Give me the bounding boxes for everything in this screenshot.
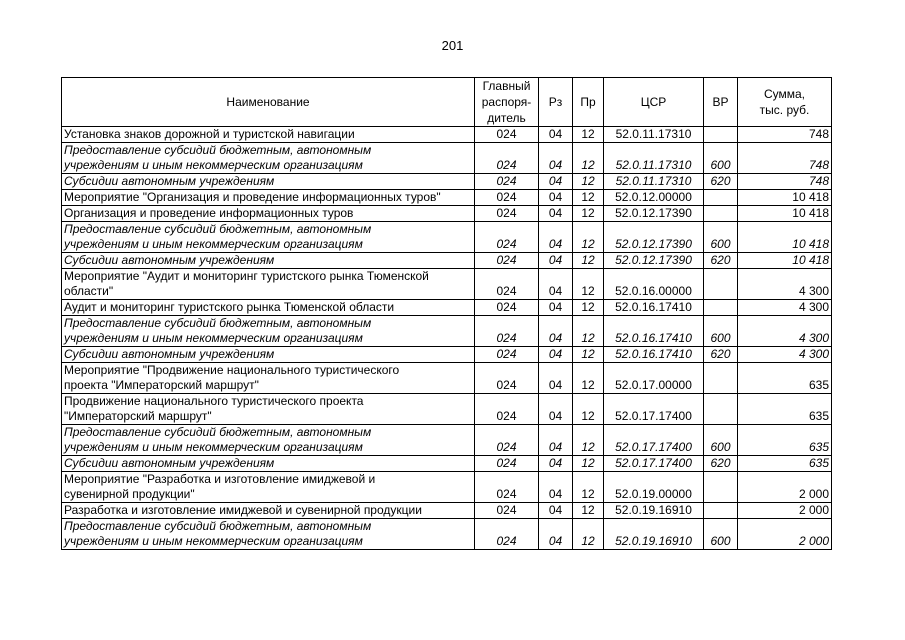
cell-rz: 04: [539, 174, 573, 190]
cell-rz: 04: [539, 456, 573, 472]
cell-vr: [704, 190, 738, 206]
cell-pr: 12: [573, 222, 604, 253]
cell-sum: 4 300: [738, 347, 832, 363]
table-row: [62, 503, 832, 519]
cell-chief: 024: [475, 394, 539, 425]
cell-pr: 12: [573, 456, 604, 472]
cell-sum: 10 418: [738, 253, 832, 269]
cell-sum: 635: [738, 456, 832, 472]
cell-sum: 4 300: [738, 269, 832, 300]
cell-csr: 52.0.16.17410: [604, 316, 704, 347]
cell-chief: 024: [475, 300, 539, 316]
cell-sum: 4 300: [738, 316, 832, 347]
table-row: [62, 222, 832, 253]
cell-name: Разработка и изготовление имиджевой и сувенирной продукции: [62, 503, 475, 519]
cell-sum: 4 300: [738, 300, 832, 316]
cell-sum: 2 000: [738, 503, 832, 519]
cell-chief: 024: [475, 456, 539, 472]
header-row: [62, 78, 832, 127]
cell-vr: [704, 300, 738, 316]
cell-name: Мероприятие "Аудит и мониторинг туристского рынка Тюменской области": [62, 269, 475, 300]
cell-sum: 748: [738, 127, 832, 143]
cell-chief: 024: [475, 269, 539, 300]
cell-sum: 748: [738, 143, 832, 174]
cell-chief: 024: [475, 503, 539, 519]
cell-vr: [704, 363, 738, 394]
cell-vr: [704, 472, 738, 503]
header-rz: Рз: [539, 78, 573, 127]
cell-name: Предоставление субсидий бюджетным, автономным учреждениям и иным некоммерческим организациям: [62, 222, 475, 253]
cell-rz: 04: [539, 253, 573, 269]
table-row: [62, 206, 832, 222]
cell-name: Субсидии автономным учреждениям: [62, 456, 475, 472]
cell-name: Организация и проведение информационных туров: [62, 206, 475, 222]
cell-rz: 04: [539, 347, 573, 363]
cell-rz: 04: [539, 269, 573, 300]
cell-rz: 04: [539, 363, 573, 394]
cell-chief: 024: [475, 143, 539, 174]
cell-csr: 52.0.16.17410: [604, 300, 704, 316]
cell-rz: 04: [539, 127, 573, 143]
cell-name: Мероприятие "Организация и проведение информационных туров": [62, 190, 475, 206]
cell-pr: 12: [573, 394, 604, 425]
cell-name: Аудит и мониторинг туристского рынка Тюменской области: [62, 300, 475, 316]
cell-sum: 2 000: [738, 472, 832, 503]
cell-vr: [704, 206, 738, 222]
header-name: Наименование: [62, 78, 475, 127]
table-row: [62, 143, 832, 174]
cell-vr: 600: [704, 143, 738, 174]
cell-vr: 600: [704, 519, 738, 550]
cell-pr: 12: [573, 316, 604, 347]
cell-pr: 12: [573, 143, 604, 174]
cell-csr: 52.0.17.00000: [604, 363, 704, 394]
cell-chief: 024: [475, 253, 539, 269]
cell-pr: 12: [573, 127, 604, 143]
cell-pr: 12: [573, 519, 604, 550]
header-pr: Пр: [573, 78, 604, 127]
table-row: [62, 316, 832, 347]
cell-chief: 024: [475, 347, 539, 363]
page-number: 201: [441, 38, 464, 53]
cell-rz: 04: [539, 222, 573, 253]
cell-sum: 635: [738, 394, 832, 425]
table-row: [62, 394, 832, 425]
cell-pr: 12: [573, 190, 604, 206]
cell-csr: 52.0.12.17390: [604, 222, 704, 253]
cell-csr: 52.0.12.17390: [604, 253, 704, 269]
table-row: [62, 425, 832, 456]
cell-vr: 620: [704, 174, 738, 190]
cell-rz: 04: [539, 503, 573, 519]
table-row: [62, 300, 832, 316]
cell-chief: 024: [475, 363, 539, 394]
cell-rz: 04: [539, 206, 573, 222]
cell-vr: 600: [704, 316, 738, 347]
cell-pr: 12: [573, 425, 604, 456]
cell-vr: [704, 394, 738, 425]
cell-rz: 04: [539, 519, 573, 550]
cell-csr: 52.0.19.16910: [604, 519, 704, 550]
cell-chief: 024: [475, 174, 539, 190]
cell-rz: 04: [539, 190, 573, 206]
cell-chief: 024: [475, 316, 539, 347]
table-row: [62, 269, 832, 300]
budget-table: [61, 77, 832, 550]
header-csr: ЦСР: [604, 78, 704, 127]
cell-pr: 12: [573, 253, 604, 269]
cell-name: Мероприятие "Разработка и изготовление имиджевой и сувенирной продукции": [62, 472, 475, 503]
cell-vr: [704, 269, 738, 300]
cell-sum: 635: [738, 363, 832, 394]
cell-name: Субсидии автономным учреждениям: [62, 253, 475, 269]
cell-rz: 04: [539, 425, 573, 456]
cell-sum: 635: [738, 425, 832, 456]
table-row: [62, 190, 832, 206]
cell-name: Установка знаков дорожной и туристской навигации: [62, 127, 475, 143]
cell-rz: 04: [539, 316, 573, 347]
cell-vr: 620: [704, 456, 738, 472]
cell-vr: [704, 503, 738, 519]
table-row: [62, 456, 832, 472]
cell-csr: 52.0.11.17310: [604, 174, 704, 190]
cell-sum: 748: [738, 174, 832, 190]
cell-sum: 10 418: [738, 222, 832, 253]
cell-csr: 52.0.19.00000: [604, 472, 704, 503]
cell-vr: 620: [704, 347, 738, 363]
cell-csr: 52.0.19.16910: [604, 503, 704, 519]
cell-vr: 600: [704, 425, 738, 456]
header-vr: ВР: [704, 78, 738, 127]
table-row: [62, 127, 832, 143]
cell-csr: 52.0.16.00000: [604, 269, 704, 300]
cell-name: Продвижение национального туристического проекта "Императорский маршрут": [62, 394, 475, 425]
cell-pr: 12: [573, 300, 604, 316]
cell-name: Предоставление субсидий бюджетным, автономным учреждениям и иным некоммерческим организациям: [62, 519, 475, 550]
cell-pr: 12: [573, 269, 604, 300]
cell-sum: 10 418: [738, 206, 832, 222]
cell-chief: 024: [475, 425, 539, 456]
cell-csr: 52.0.17.17400: [604, 456, 704, 472]
cell-csr: 52.0.12.17390: [604, 206, 704, 222]
cell-rz: 04: [539, 300, 573, 316]
cell-chief: 024: [475, 206, 539, 222]
cell-pr: 12: [573, 363, 604, 394]
header-sum: Сумма, тыс. руб.: [738, 78, 832, 127]
cell-pr: 12: [573, 174, 604, 190]
cell-name: Предоставление субсидий бюджетным, автономным учреждениям и иным некоммерческим организациям: [62, 143, 475, 174]
cell-csr: 52.0.17.17400: [604, 394, 704, 425]
cell-sum: 2 000: [738, 519, 832, 550]
cell-vr: 600: [704, 222, 738, 253]
header-chief: Главный распоря- дитель: [475, 78, 539, 127]
cell-csr: 52.0.17.17400: [604, 425, 704, 456]
cell-csr: 52.0.11.17310: [604, 127, 704, 143]
cell-pr: 12: [573, 472, 604, 503]
cell-name: Субсидии автономным учреждениям: [62, 347, 475, 363]
cell-rz: 04: [539, 472, 573, 503]
cell-sum: 10 418: [738, 190, 832, 206]
cell-chief: 024: [475, 519, 539, 550]
cell-rz: 04: [539, 143, 573, 174]
cell-csr: 52.0.11.17310: [604, 143, 704, 174]
cell-name: Предоставление субсидий бюджетным, автономным учреждениям и иным некоммерческим организациям: [62, 425, 475, 456]
table-row: [62, 363, 832, 394]
table-row: [62, 519, 832, 550]
cell-name: Мероприятие "Продвижение национального туристического проекта "Императорский маршрут": [62, 363, 475, 394]
cell-csr: 52.0.16.17410: [604, 347, 704, 363]
cell-pr: 12: [573, 206, 604, 222]
cell-chief: 024: [475, 222, 539, 253]
table-row: [62, 347, 832, 363]
table-row: [62, 472, 832, 503]
table-row: [62, 253, 832, 269]
cell-chief: 024: [475, 190, 539, 206]
cell-vr: 620: [704, 253, 738, 269]
cell-pr: 12: [573, 347, 604, 363]
cell-name: Субсидии автономным учреждениям: [62, 174, 475, 190]
cell-csr: 52.0.12.00000: [604, 190, 704, 206]
cell-chief: 024: [475, 127, 539, 143]
table-row: [62, 174, 832, 190]
cell-name: Предоставление субсидий бюджетным, автономным учреждениям и иным некоммерческим организациям: [62, 316, 475, 347]
cell-pr: 12: [573, 503, 604, 519]
cell-chief: 024: [475, 472, 539, 503]
cell-rz: 04: [539, 394, 573, 425]
cell-vr: [704, 127, 738, 143]
